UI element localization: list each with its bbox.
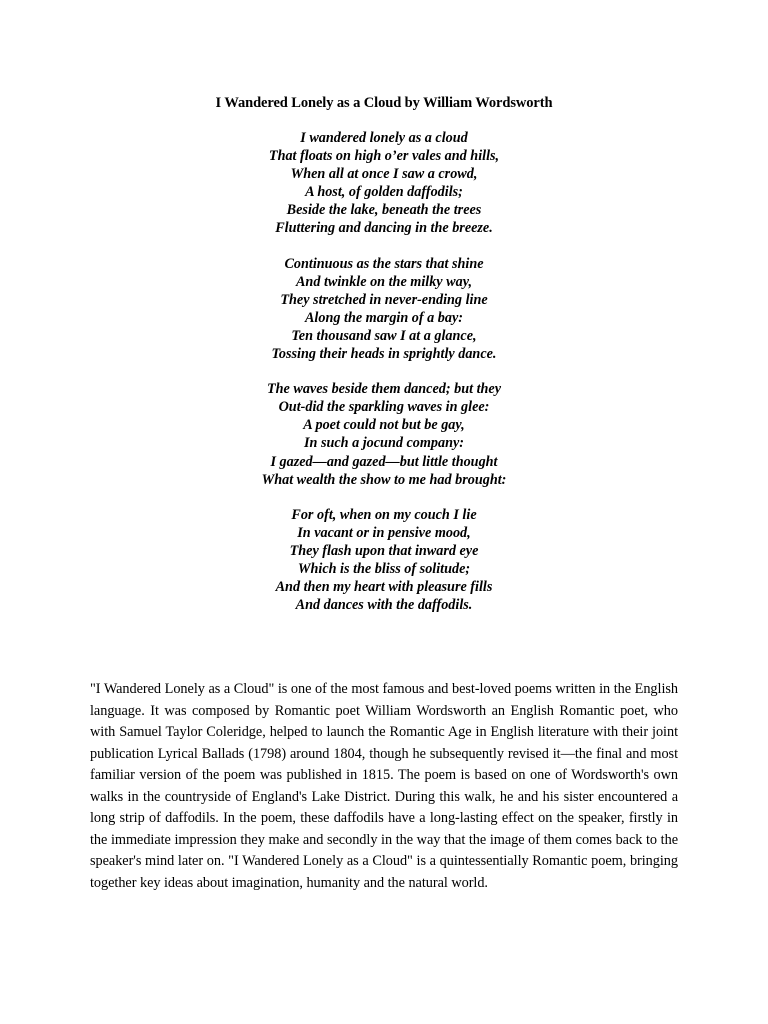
poem-line: What wealth the show to me had brought:	[261, 471, 507, 488]
poem-line: I wandered lonely as a cloud	[300, 130, 468, 146]
poem-line: The waves beside them danced; but they	[266, 381, 502, 398]
poem-line: When all at once I saw a crowd,	[290, 166, 478, 183]
poem-line: In vacant or in pensive mood,	[297, 524, 471, 541]
poem-stanza-4	[0, 506, 768, 615]
commentary-paragraph: "I Wandered Lonely as a Cloud" is one of the most famous and best-loved poems written in the English language. It was composed by Romantic poet William Wordsworth an English Romantic poet, who with Samuel Taylor Coleridge, helped to launch the Romantic Age in English literature with their joint publication Lyrical Ballads (1798) around 1804, though he subsequently revised it—the final and most familiar version of the poem was published in 1815. The poem is based on one of Wordsworth's own walks in the countryside of England's Lake District. During this walk, he and his sister encountered a long strip of daffodils. In the poem, these daffodils have a long-lasting effect on the speaker, firstly in the immediate impression they make and secondly in the way that the image of them comes back to the speaker's mind later on. "I Wandered Lonely as a Cloud" is a quintessentially Romantic poem, bringing together key ideas about imagination, humanity and the natural world.	[90, 681, 678, 891]
poem-line: Out-did the sparkling waves in glee:	[278, 399, 490, 416]
poem-line: And twinkle on the milky way,	[295, 273, 473, 290]
poem-line: They stretched in never-ending line	[280, 291, 488, 308]
poem-line: Ten thousand saw I at a glance,	[291, 327, 477, 344]
poem-line: That floats on high o’er vales and hills,	[268, 148, 500, 165]
poem-line: In such a jocund company:	[303, 435, 465, 452]
poem-line: Beside the lake, beneath the trees	[286, 202, 482, 219]
poem-line: I gazed—and gazed—but little thought	[270, 453, 498, 470]
poem-line: And dances with the daffodils.	[295, 597, 473, 614]
poem-line: Which is the bliss of solitude;	[297, 560, 471, 577]
poem-line: A poet could not but be gay,	[303, 417, 465, 434]
poem-line: And then my heart with pleasure fills	[275, 579, 493, 596]
poem-line: Tossing their heads in sprightly dance.	[271, 346, 497, 363]
poem-line: Along the margin of a bay:	[304, 309, 464, 326]
poem-line: A host, of golden daffodils;	[305, 184, 463, 201]
poem-line: Continuous as the stars that shine	[284, 255, 484, 272]
poem-stanza-2	[0, 255, 768, 364]
poem-line: For oft, when on my couch I lie	[291, 506, 477, 523]
poem-line: They flash upon that inward eye	[289, 542, 479, 559]
document-title: I Wandered Lonely as a Cloud by William Wordsworth	[215, 95, 553, 111]
poem-line: Fluttering and dancing in the breeze.	[275, 220, 493, 237]
poem-stanza-3	[0, 380, 768, 489]
poem-stanza-1	[0, 129, 768, 238]
poem-body	[0, 129, 768, 631]
